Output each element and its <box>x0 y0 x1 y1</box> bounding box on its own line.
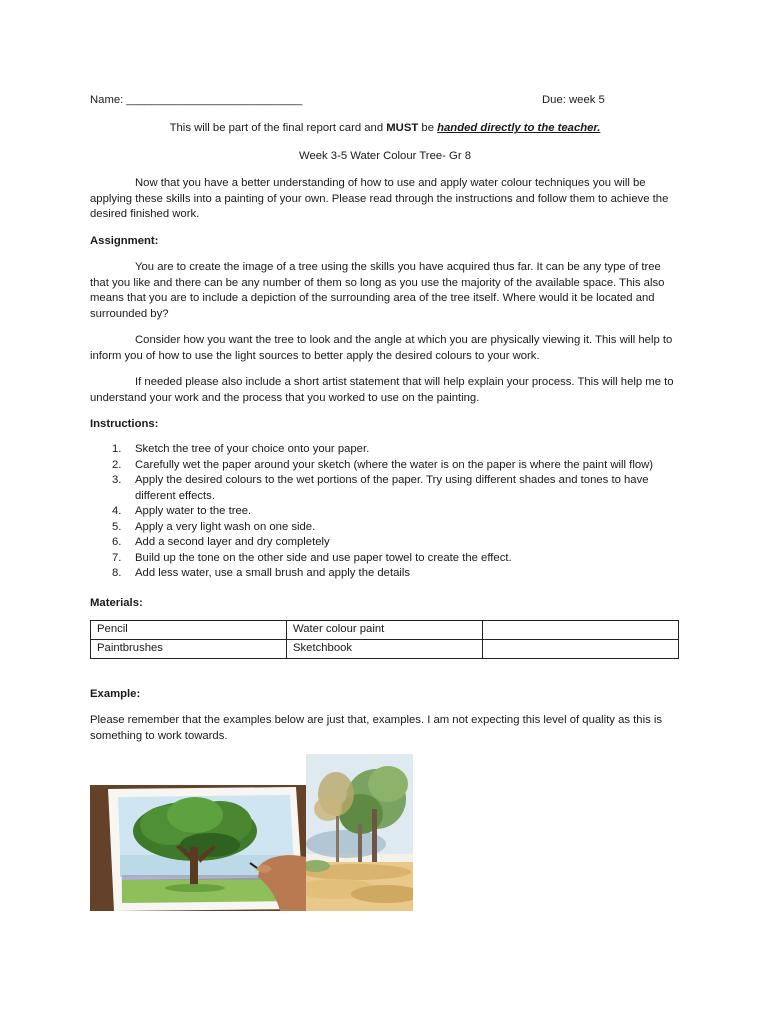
table-cell: Sketchbook <box>287 640 483 659</box>
document-title: Week 3-5 Water Colour Tree- Gr 8 <box>298 150 472 162</box>
table-row <box>91 640 679 659</box>
assignment-paragraph-2: Consider how you want the tree to look and the angle at which you are physically viewing it. This will help to inform you of how to use the light sources to better apply the desired colours to your work. <box>90 334 673 362</box>
instructions-list <box>90 442 680 582</box>
instructions-heading: Instructions: <box>90 418 159 430</box>
example-image-watercolour-trees <box>306 754 413 911</box>
example-image-tree-painting <box>90 785 306 911</box>
table-cell: Water colour paint <box>287 621 483 640</box>
name-line: Name: ____________________________ <box>90 94 303 106</box>
example-heading: Example: <box>90 688 141 700</box>
list-item: 2. Carefully wet the paper around your sketch (where the water is on the paper is where the paint will flow) <box>112 458 654 471</box>
report-card-notice: This will be part of the final report card and MUST be handed directly to the teacher. <box>169 122 601 134</box>
list-item: 5. Apply a very light wash on one side. <box>112 520 316 533</box>
list-item: 4. Apply water to the tree. <box>112 505 252 517</box>
list-item: 3. Apply the desired colours to the wet portions of the paper. Try using different shades and tones to have different effects. <box>112 474 649 502</box>
list-item: 1. Sketch the tree of your choice onto your paper. <box>112 443 370 455</box>
assignment-paragraph-1: You are to create the image of a tree using the skills you have acquired thus far. It can be any type of tree that you like and there can be any number of them so long as you use the majority of the available space. This also means that you are to include a depiction of the surrounding area of the tree itself. Where would it be located and surrounded by? <box>90 261 665 320</box>
table-row <box>91 621 679 640</box>
assignment-paragraph-3: If needed please also include a short artist statement that will help explain your process. This will help me to understand your work and the process that you worked to use on the painting. <box>90 376 674 404</box>
table-cell: Paintbrushes <box>91 640 287 659</box>
tree-painting-illustration <box>90 785 306 911</box>
materials-heading: Materials: <box>90 597 143 609</box>
due-date: Due: week 5 <box>542 94 605 106</box>
list-item: 6. Add a second layer and dry completely <box>112 536 330 548</box>
materials-table <box>90 620 679 659</box>
watercolour-trees-illustration <box>306 754 413 911</box>
table-cell <box>483 621 679 640</box>
example-text: Please remember that the examples below are just that, examples. I am not expecting this level of quality as this is something to work towards. <box>90 714 663 742</box>
intro-paragraph: Now that you have a better understanding of how to use and apply water colour techniques you will be applying these skills into a painting of your own. Please read through the instructions and follow them to achieve the desired finished work. <box>90 177 669 220</box>
table-cell: Pencil <box>91 621 287 640</box>
assignment-heading: Assignment: <box>90 235 159 247</box>
list-item: 8. Add less water, use a small brush and apply the details <box>112 567 411 579</box>
list-item: 7. Build up the tone on the other side and use paper towel to create the effect. <box>112 551 512 564</box>
table-cell <box>483 640 679 659</box>
